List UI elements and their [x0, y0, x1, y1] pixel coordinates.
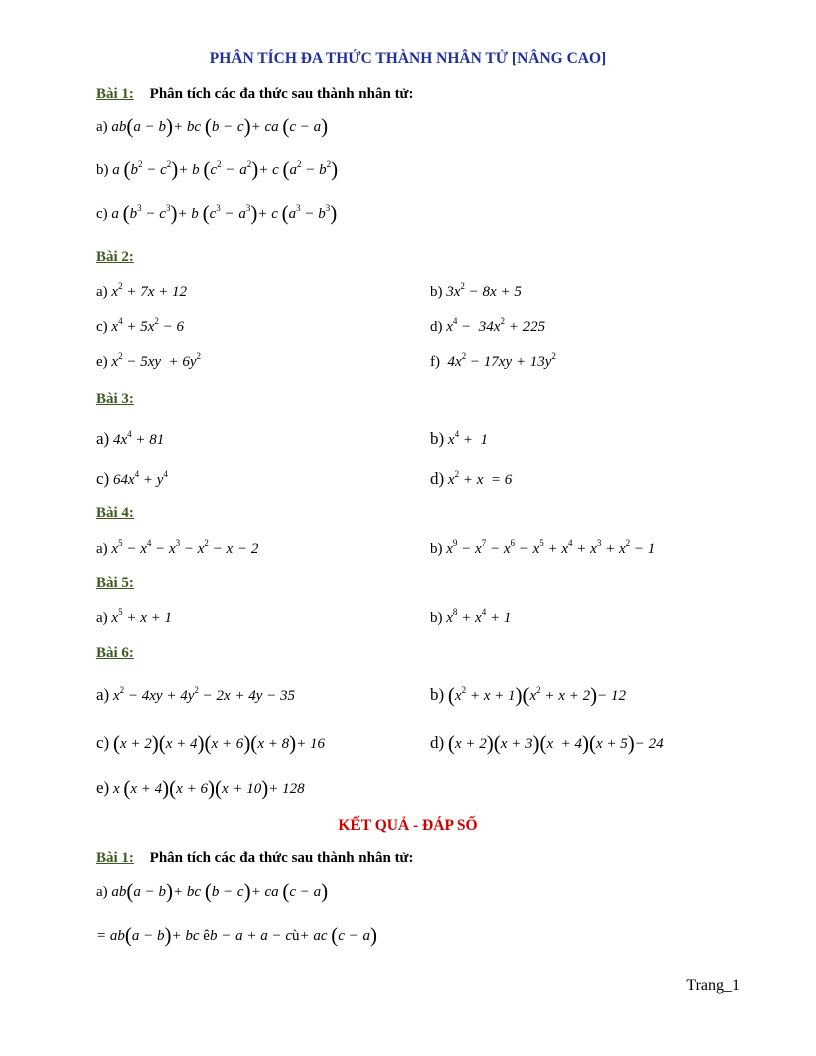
exercise-2c: c) $x^4 + 5x^2 - 6$: [96, 316, 184, 335]
exercise-2-heading: Bài 2:: [96, 249, 134, 265]
exercise-4b: b) $x^9 - x^7 - x^6 - x^5 + x^4 + x^3 + x^2 - 1$: [430, 538, 656, 557]
exercise-1b: b) a $(b^2 - c^2)+ b$ $(c^2 - a^2)+ c$ $(a^2 - b^2)$: [96, 157, 339, 181]
exercise-4-heading: Bài 4:: [96, 505, 134, 521]
exercise-5-heading: Bài 5:: [96, 575, 134, 591]
exercise-3-heading: Bài 3:: [96, 391, 134, 407]
exercise-6a: a) $x^2 - 4xy + 4y^2 - 2x + 4y - 35$: [96, 685, 296, 704]
results-1a-problem: a) ab(a − b)+ bc (b − c)+ ca (c − a): [96, 879, 329, 903]
exercise-2a: a) $x^2 + 7x + 12$: [96, 281, 187, 300]
exercise-3d: d) $x^2 + x = 6$: [430, 469, 513, 488]
exercise-3b: b) $x^4 + 1$: [430, 429, 488, 448]
page-number: Trang_1: [686, 977, 740, 994]
exercise-6e: e) x (x + 4)(x + 6)(x + 10)+ 128: [96, 776, 305, 800]
exercise-1-heading: Bài 1: Phân tích các đa thức sau thành nhân tử:: [96, 86, 414, 102]
exercise-3c: c) $64x^4 + y^4$: [96, 469, 168, 488]
exercise-4a: a) $x^5 - x^4 - x^3 - x^2 - x - 2$: [96, 538, 259, 557]
exercise-5a: a) $x^5 + x + 1$: [96, 607, 172, 626]
exercise-2e: e) $x^2 - 5xy + 6y^2$: [96, 351, 202, 370]
exercise-6c: c) (x + 2)(x + 4)(x + 6)(x + 8)+ 16: [96, 731, 325, 755]
exercise-3a: a) $4x^4 + 81$: [96, 429, 165, 448]
exercise-5b: b) $x^8 + x^4 + 1$: [430, 607, 512, 626]
exercise-6b: b) $(x^2 + x + 1)(x^2 + x + 2)- 12$: [430, 683, 626, 707]
exercise-6-heading: Bài 6:: [96, 645, 134, 661]
exercise-1c: c) a $(b^3 - c^3)+ b$ $(c^3 - a^3)+ c$ $(a^3 - b^3)$: [96, 201, 338, 225]
exercise-6d: d) (x + 2)(x + 3)(x + 4)(x + 5)− 24: [430, 731, 664, 755]
exercise-2d: d) $x^4 - 34x^2 + 225$: [430, 316, 546, 335]
results-1a-step: = ab(a − b)+ bc êb − a + a − cù+ ac (c − a): [96, 923, 378, 947]
page-title: PHÂN TÍCH ĐA THỨC THÀNH NHÂN TỬ [NÂNG CAO]: [209, 50, 607, 67]
exercise-1a: a) ab(a − b)+ bc (b − c)+ ca (c − a): [96, 114, 329, 138]
exercise-2b: b) $3x^2 - 8x + 5$: [430, 281, 522, 300]
results-title: KẾT QUẢ - ĐÁP SỐ: [338, 817, 478, 834]
results-1-heading: Bài 1: Phân tích các đa thức sau thành nhân tử:: [96, 850, 414, 866]
exercise-2f: f) $4x^2 - 17xy + 13y^2$: [430, 351, 556, 370]
